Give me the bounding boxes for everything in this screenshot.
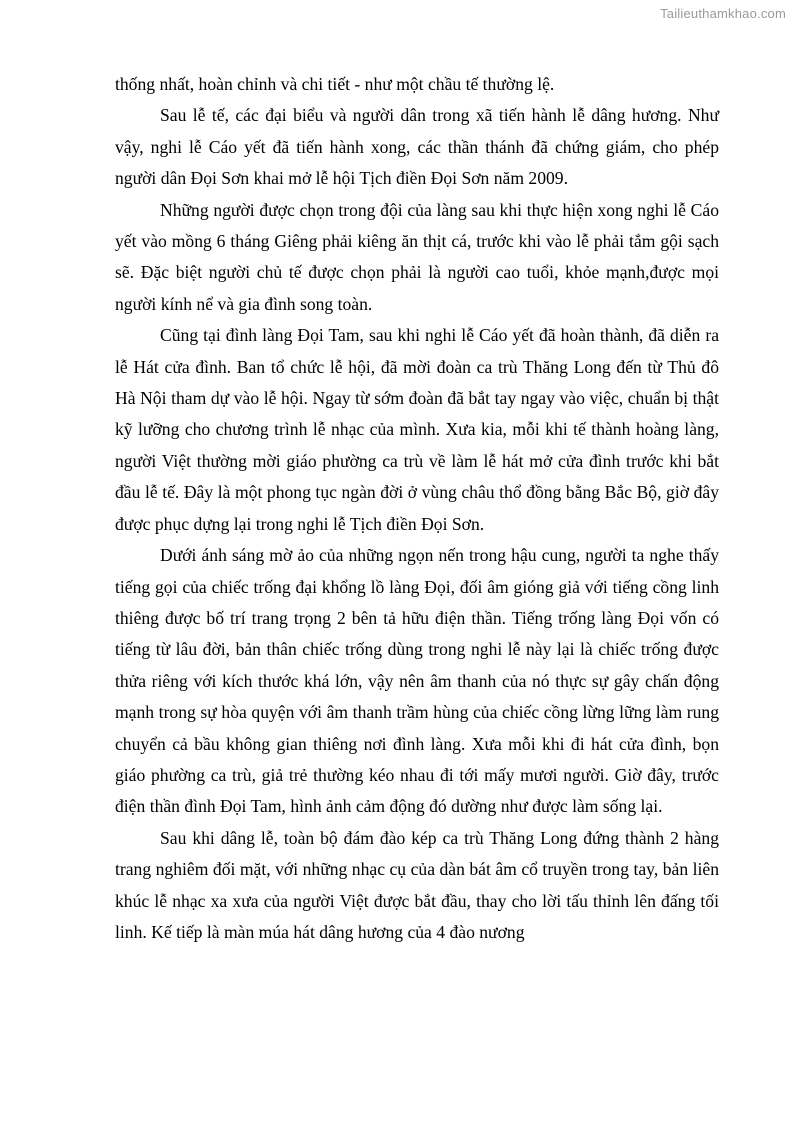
document-page (115, 69, 719, 948)
paragraph-6: Sau khi dâng lễ, toàn bộ đám đào kép ca trù Thăng Long đứng thành 2 hàng trang nghiêm đối mặt, với những nhạc cụ của dàn bát âm cổ truyền trong tay, bản liên khúc lễ nhạc xa xưa của người Việt được bắt đầu, thay cho lời tấu thỉnh lên đấng tối linh. Kế tiếp là màn múa hát dâng hương của 4 đào nương (115, 827, 719, 942)
watermark-text: Tailieuthamkhao.com (660, 6, 786, 21)
paragraph-5: Dưới ánh sáng mờ ảo của những ngọn nến trong hậu cung, người ta nghe thấy tiếng gọi của chiếc trống đại khổng lồ làng Đọi, đối âm gióng giả với tiếng cồng linh thiêng được bố trí trang trọng 2 bên tả hữu điện thần. Tiếng trống làng Đọi vốn có tiếng từ lâu đời, bản thân chiếc trống dùng trong nghi lễ này lại là chiếc trống được thửa riêng với kích thước khá lớn, vậy nên âm thanh của nó thực sự gây chấn động mạnh trong sự hòa quyện với âm thanh trầm hùng của chiếc cồng lừng lững làm rung chuyển cả bầu không gian thiêng nơi đình làng. Xưa mỗi khi đi hát cửa đình, bọn giáo phường ca trù, giả trẻ thường kéo nhau đi tới mấy mươi người. Giờ đây, trước điện thần đình Đọi Tam, hình ảnh cảm động đó dường như được làm sống lại. (115, 545, 719, 817)
paragraph-2: Sau lễ tế, các đại biểu và người dân trong xã tiến hành lễ dâng hương. Như vậy, nghi lễ Cáo yết đã tiến hành xong, các thần thánh đã chứng giám, cho phép người dân Đọi Sơn khai mở lễ hội Tịch điền Đọi Sơn năm 2009. (115, 105, 719, 189)
paragraph-1: thống nhất, hoàn chỉnh và chi tiết - như một chầu tế thường lệ. (115, 74, 555, 94)
paragraph-3: Những người được chọn trong đội của làng sau khi thực hiện xong nghi lễ Cáo yết vào mồng 6 tháng Giêng phải kiêng ăn thịt cá, trước khi vào lễ phải tắm gội sạch sẽ. Đặc biệt người chủ tế được chọn phải là người cao tuổi, khỏe mạnh,được mọi người kính nể và gia đình song toàn. (115, 199, 719, 314)
paragraph-4: Cũng tại đình làng Đọi Tam, sau khi nghi lễ Cáo yết đã hoàn thành, đã diễn ra lễ Hát cửa đình. Ban tổ chức lễ hội, đã mời đoàn ca trù Thăng Long đến từ Thủ đô Hà Nội tham dự vào lễ hội. Ngay từ sớm đoàn đã bắt tay ngay vào việc, chuẩn bị thật kỹ lưỡng cho chương trình lễ nhạc của mình. Xưa kia, mỗi khi tế thành hoàng làng, người Việt thường mời giáo phường ca trù về làm lễ hát mở cửa đình trước khi bắt đầu lễ tế. Đây là một phong tục ngàn đời ở vùng châu thổ đồng bằng Bắc Bộ, giờ đây được phục dựng lại trong nghi lễ Tịch điền Đọi Sơn. (115, 325, 719, 534)
